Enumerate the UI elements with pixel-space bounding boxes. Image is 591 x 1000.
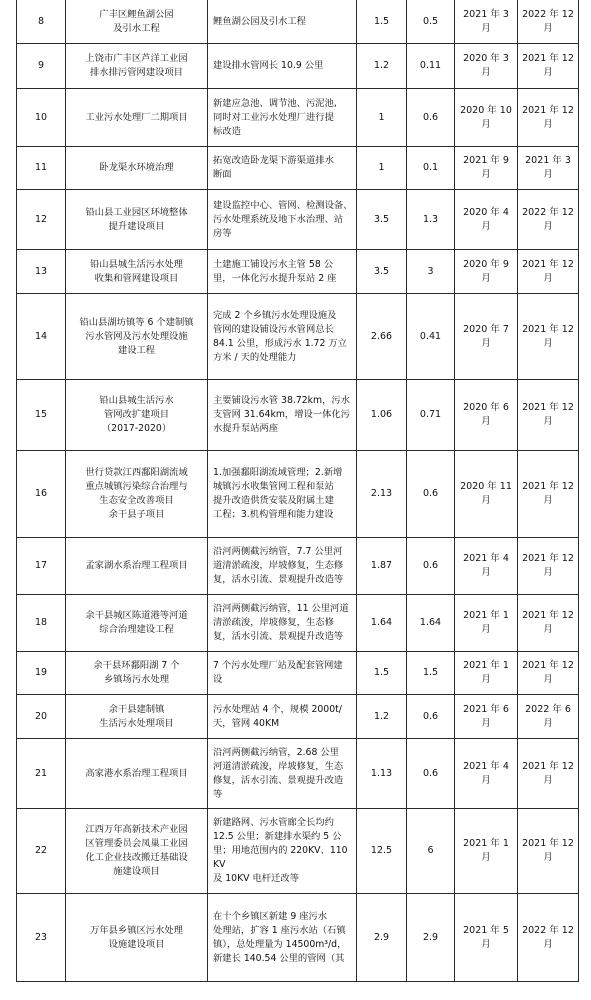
- project-name-cell: 江西万年高新技术产业园 区管理委员会凤巢工业园 化工企业技改搬迁基础设 施建设项目: [66, 809, 208, 894]
- construction-content-cell: 完成 2 个乡镇污水处理设施及 管网的建设铺设污水管网总长 84.1 公里，形成污水 1.72 万立 方米 / 天的处理能力: [208, 294, 357, 380]
- total-investment-cell: 1: [357, 89, 407, 147]
- row-number-cell: 11: [17, 147, 66, 190]
- start-date-cell: 2021 年 3 月: [455, 0, 518, 44]
- end-date-cell: 2021 年 12 月: [518, 250, 579, 294]
- planned-investment-cell: 0.6: [407, 89, 455, 147]
- total-investment-cell: 2.13: [357, 451, 407, 538]
- start-date-cell: 2021 年 9 月: [455, 147, 518, 190]
- start-date-cell: 2020 年 4 月: [455, 190, 518, 250]
- end-date-cell: 2022 年 12 月: [518, 190, 579, 250]
- project-name-cell: 上饶市广丰区芦洋工业园 排水排污管网建设项目: [66, 44, 208, 89]
- total-investment-cell: 1.64: [357, 595, 407, 652]
- construction-content-cell: 污水处理站 4 个，规模 2000t/ 天，管网 40KM: [208, 695, 357, 739]
- planned-investment-cell: 0.6: [407, 739, 455, 809]
- row-number-cell: 10: [17, 89, 66, 147]
- project-table-body: [17, 0, 579, 982]
- table-row: [17, 294, 579, 380]
- table-row: [17, 652, 579, 695]
- planned-investment-cell: 6: [407, 809, 455, 894]
- table-row: [17, 809, 579, 894]
- table-row: [17, 739, 579, 809]
- end-date-cell: 2022 年 12 月: [518, 0, 579, 44]
- project-name-cell: 余干县建制镇 生活污水处理项目: [66, 695, 208, 739]
- total-investment-cell: 12.5: [357, 809, 407, 894]
- table-row: [17, 44, 579, 89]
- end-date-cell: 2022 年 12 月: [518, 894, 579, 982]
- total-investment-cell: 1.2: [357, 695, 407, 739]
- construction-content-cell: 建设监控中心、管网、检测设备、 污水处理系统及地下水治理、站 房等: [208, 190, 357, 250]
- project-name-cell: 工业污水处理厂二期项目: [66, 89, 208, 147]
- planned-investment-cell: 1.64: [407, 595, 455, 652]
- table-row: [17, 147, 579, 190]
- end-date-cell: 2021 年 3 月: [518, 147, 579, 190]
- total-investment-cell: 3.5: [357, 250, 407, 294]
- construction-content-cell: 拓宽改造卧龙渠下游渠道排水 断面: [208, 147, 357, 190]
- construction-content-cell: 土建施工铺设污水主管 58 公 里，一体化污水提升泵站 2 座: [208, 250, 357, 294]
- planned-investment-cell: 1.3: [407, 190, 455, 250]
- row-number-cell: 8: [17, 0, 66, 44]
- project-name-cell: 铅山县城生活污水处理 收集和管网建设项目: [66, 250, 208, 294]
- row-number-cell: 15: [17, 380, 66, 451]
- total-investment-cell: 1.13: [357, 739, 407, 809]
- planned-investment-cell: 0.11: [407, 44, 455, 89]
- start-date-cell: 2021 年 6 月: [455, 695, 518, 739]
- start-date-cell: 2021 年 5 月: [455, 894, 518, 982]
- end-date-cell: 2021 年 12 月: [518, 451, 579, 538]
- table-row: [17, 190, 579, 250]
- planned-investment-cell: 1.5: [407, 652, 455, 695]
- planned-investment-cell: 0.1: [407, 147, 455, 190]
- row-number-cell: 23: [17, 894, 66, 982]
- project-name-cell: 余干县环鄱阳湖 7 个 乡镇场污水处理: [66, 652, 208, 695]
- planned-investment-cell: 0.6: [407, 695, 455, 739]
- project-name-cell: 世行贷款江西鄱阳湖流域 重点城镇污染综合治理与 生态安全改善项目 余干县子项目: [66, 451, 208, 538]
- start-date-cell: 2021 年 4 月: [455, 739, 518, 809]
- start-date-cell: 2021 年 4 月: [455, 538, 518, 595]
- start-date-cell: 2020 年 3 月: [455, 44, 518, 89]
- construction-content-cell: 主要铺设污水管 38.72km，污水 支管网 31.64km，增设一体化污 水提升泵站两座: [208, 380, 357, 451]
- row-number-cell: 14: [17, 294, 66, 380]
- total-investment-cell: 1.2: [357, 44, 407, 89]
- planned-investment-cell: 2.9: [407, 894, 455, 982]
- project-name-cell: 万年县乡镇区污水处理 设施建设项目: [66, 894, 208, 982]
- end-date-cell: 2021 年 12 月: [518, 44, 579, 89]
- project-name-cell: 卧龙渠水环境治理: [66, 147, 208, 190]
- end-date-cell: 2021 年 12 月: [518, 89, 579, 147]
- planned-investment-cell: 0.6: [407, 538, 455, 595]
- row-number-cell: 12: [17, 190, 66, 250]
- total-investment-cell: 1.5: [357, 652, 407, 695]
- construction-content-cell: 在十个乡镇区新建 9 座污水 处理站，扩容 1 座污水站（石镇 镇），总处理量为 14500m³/d， 新建长 140.54 公里的管网（其: [208, 894, 357, 982]
- end-date-cell: 2021 年 12 月: [518, 294, 579, 380]
- row-number-cell: 9: [17, 44, 66, 89]
- table-row: [17, 0, 579, 44]
- table-row: [17, 538, 579, 595]
- total-investment-cell: 1.87: [357, 538, 407, 595]
- construction-content-cell: 新建路网、污水管廊全长均约 12.5 公里；新建排水渠约 5 公 里；用地范围内的 220KV、110KV 及 10KV 电杆迁改等: [208, 809, 357, 894]
- table-row: [17, 894, 579, 982]
- construction-content-cell: 建设排水管网长 10.9 公里: [208, 44, 357, 89]
- construction-content-cell: 1.加强鄱阳湖流域管理；2.新增 城镇污水收集管网工程和泵站 提升改造供货安装及附属土建 工程；3.机构管理和能力建设: [208, 451, 357, 538]
- project-table: [16, 0, 579, 982]
- construction-content-cell: 沿河两侧截污纳管，11 公里河道 清淤疏浚，岸坡修复，生态修 复，活水引流、景观提升改造等: [208, 595, 357, 652]
- table-row: [17, 250, 579, 294]
- project-name-cell: 余干县城区陈道港等河道 综合治理建设工程: [66, 595, 208, 652]
- total-investment-cell: 2.66: [357, 294, 407, 380]
- end-date-cell: 2021 年 12 月: [518, 595, 579, 652]
- planned-investment-cell: 0.71: [407, 380, 455, 451]
- table-row: [17, 89, 579, 147]
- table-row: [17, 595, 579, 652]
- row-number-cell: 18: [17, 595, 66, 652]
- end-date-cell: 2022 年 6 月: [518, 695, 579, 739]
- table-row: [17, 451, 579, 538]
- end-date-cell: 2021 年 12 月: [518, 538, 579, 595]
- row-number-cell: 17: [17, 538, 66, 595]
- project-name-cell: 广丰区鲤鱼湖公园 及引水工程: [66, 0, 208, 44]
- start-date-cell: 2021 年 1 月: [455, 809, 518, 894]
- row-number-cell: 13: [17, 250, 66, 294]
- total-investment-cell: 2.9: [357, 894, 407, 982]
- start-date-cell: 2020 年 9 月: [455, 250, 518, 294]
- start-date-cell: 2020 年 11 月: [455, 451, 518, 538]
- end-date-cell: 2021 年 12 月: [518, 380, 579, 451]
- start-date-cell: 2021 年 1 月: [455, 595, 518, 652]
- planned-investment-cell: 0.41: [407, 294, 455, 380]
- planned-investment-cell: 3: [407, 250, 455, 294]
- start-date-cell: 2020 年 10 月: [455, 89, 518, 147]
- table-row: [17, 380, 579, 451]
- row-number-cell: 22: [17, 809, 66, 894]
- start-date-cell: 2020 年 7 月: [455, 294, 518, 380]
- construction-content-cell: 鲤鱼湖公园及引水工程: [208, 0, 357, 44]
- project-name-cell: 高家港水系治理工程项目: [66, 739, 208, 809]
- project-name-cell: 铅山县湖坊镇等 6 个建制镇 污水管网及污水处理设施 建设工程: [66, 294, 208, 380]
- row-number-cell: 19: [17, 652, 66, 695]
- planned-investment-cell: 0.5: [407, 0, 455, 44]
- total-investment-cell: 1: [357, 147, 407, 190]
- total-investment-cell: 1.06: [357, 380, 407, 451]
- project-name-cell: 铅山县工业园区环境整体 提升建设项目: [66, 190, 208, 250]
- planned-investment-cell: 0.6: [407, 451, 455, 538]
- project-name-cell: 孟家湖水系治理工程项目: [66, 538, 208, 595]
- construction-content-cell: 沿河两侧截污纳管，2.68 公里 河道清淤疏浚，岸坡修复，生态 修复，活水引流、景观提升改造 等: [208, 739, 357, 809]
- row-number-cell: 21: [17, 739, 66, 809]
- construction-content-cell: 新建应急池、调节池、污泥池, 同时对工业污水处理厂进行提 标改造: [208, 89, 357, 147]
- end-date-cell: 2021 年 12 月: [518, 809, 579, 894]
- construction-content-cell: 7 个污水处理厂站及配套管网建 设: [208, 652, 357, 695]
- total-investment-cell: 1.5: [357, 0, 407, 44]
- row-number-cell: 20: [17, 695, 66, 739]
- end-date-cell: 2021 年 12 月: [518, 652, 579, 695]
- start-date-cell: 2020 年 6 月: [455, 380, 518, 451]
- end-date-cell: 2021 年 12 月: [518, 739, 579, 809]
- project-name-cell: 铅山县城生活污水 管网改扩建项目 （2017-2020）: [66, 380, 208, 451]
- total-investment-cell: 3.5: [357, 190, 407, 250]
- row-number-cell: 16: [17, 451, 66, 538]
- construction-content-cell: 沿河两侧截污纳管，7.7 公里河 道清淤疏浚，岸坡修复，生态修 复，活水引流、景观提升改造等: [208, 538, 357, 595]
- table-row: [17, 695, 579, 739]
- start-date-cell: 2021 年 1 月: [455, 652, 518, 695]
